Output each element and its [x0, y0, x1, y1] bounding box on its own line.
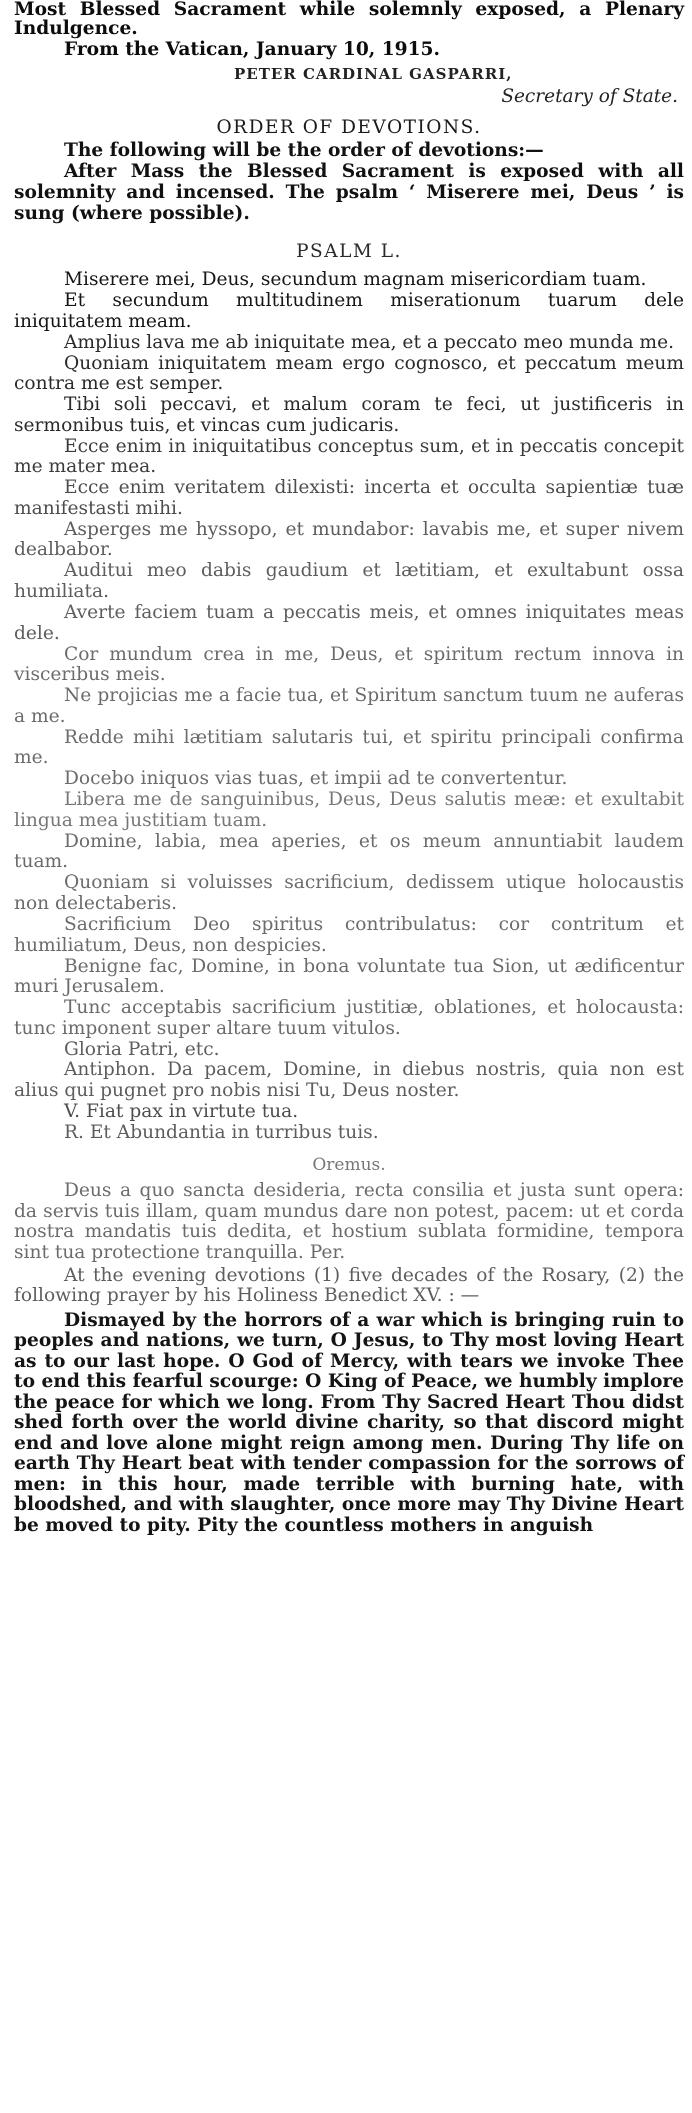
order-intro-1: The following will be the order of devotions:— — [64, 140, 544, 161]
opening-line: Most Blessed Sacrament while solemnly exposed, a Plenary Indulgence. — [14, 0, 684, 39]
psalm-verse: Amplius lava me ab iniquitate mea, et a peccato meo munda me. — [64, 331, 674, 353]
response: R. Et Abundantia in turribus tuis. — [64, 1121, 379, 1143]
signer-name: PETER CARDINAL GASPARRI, — [234, 65, 513, 83]
gloria-patri: Gloria Patri, etc. — [64, 1038, 220, 1060]
oremus-prayer: Deus a quo sancta desideria, recta consilia et justa sunt opera: da servis tuis illam, quam mundus dare non potest, pacem: ut et corda nostra mandatis tuis dedita, et hostium sublata formidine, tempora sint tua protectione tranquilla. Per. — [14, 1180, 684, 1263]
psalm-verse: Redde mihi lætitiam salutaris tui, et spiritu principali confirma me. — [14, 726, 684, 769]
psalm-verse: Tunc acceptabis sacrificium justitiæ, oblationes, et holocausta: tunc imponent super altare tuum vitulos. — [14, 997, 684, 1039]
psalm-verse: Ne projicias me a facie tua, et Spiritum sanctum tuum ne auferas a me. — [14, 685, 684, 727]
psalm-title: PSALM L. — [296, 241, 402, 262]
versicle: V. Fiat pax in virtute tua. — [64, 1100, 299, 1122]
benedict-prayer: Dismayed by the horrors of a war which is bringing ruin to peoples and nations, we turn, O Jesus, to Thy most loving Heart as to our last hope. O God of Mercy, with tears we invoke Thee to end this fearful scourge: O King of Peace, we humbly implore the peace for which we long. From Thy Sacred Heart Thou didst shed forth over the world divine charity, so that discord might end and love alone might reign among men. During Thy life on earth Thy Heart beat with tender compassion for the sorrows of men: in this hour, made terrible with burning hate, with bloodshed, and with slaughter, once more may Thy Divine Heart be moved to pity. Pity the countless mothers in anguish — [14, 1309, 684, 1536]
signer-title: Secretary of State. — [501, 86, 678, 107]
psalm-verse: Ecce enim veritatem dilexisti: incerta et occulta sapientiæ tuæ manifestasti mihi. — [14, 477, 684, 519]
psalm-verse: Quoniam iniquitatem meam ergo cognosco, et peccatum meum contra me est semper. — [14, 352, 684, 395]
psalm-verse: Auditui meo dabis gaudium et lætitiam, et exultabunt ossa humiliata. — [14, 560, 684, 603]
order-intro-2: After Mass the Blessed Sacrament is exposed with all solemnity and incensed. The psalm ‘ Miserere mei, Deus ’ is sung (where possible). — [14, 161, 684, 224]
psalm-verse: Sacrificium Deo spiritus contribulatus: cor contritum et humiliatum, Deus, non despicies. — [14, 914, 684, 956]
psalm-verse: Miserere mei, Deus, secundum magnam misericordiam tuam. — [64, 269, 647, 290]
psalm-verse: Libera me de sanguinibus, Deus, Deus salutis meæ: et exultabit lingua mea justitiam tuam. — [14, 789, 684, 831]
psalm-verse: Benigne fac, Domine, in bona voluntate tua Sion, ut ædificentur muri Jerusalem. — [14, 955, 684, 998]
dateline: From the Vatican, January 10, 1915. — [64, 39, 440, 60]
psalm-verse: Et secundum multitudinem miserationum tuarum dele iniquitatem meam. — [14, 289, 684, 332]
document-page — [14, 0, 684, 1536]
psalm-verse: Ecce enim in iniquitatibus conceptus sum, et in peccatis concepit me mater mea. — [14, 435, 684, 478]
oremus-title: Oremus. — [312, 1155, 386, 1176]
psalm-verse: Quoniam si voluisses sacrificium, dedissem utique holocaustis non delectaberis. — [14, 872, 684, 915]
order-heading: ORDER OF DEVOTIONS. — [216, 117, 482, 138]
psalm-verse: Asperges me hyssopo, et mundabor: lavabis me, et super nivem dealbabor. — [14, 518, 684, 561]
psalm-verse: Tibi soli peccavi, et malum coram te feci, ut justificeris in sermonibus tuis, et vincas cum judicaris. — [14, 394, 684, 436]
psalm-verse: Cor mundum crea in me, Deus, et spiritum rectum innova in visceribus meis. — [14, 643, 684, 686]
psalm-verse: Docebo iniquos vias tuas, et impii ad te convertentur. — [64, 768, 568, 790]
psalm-verse: Domine, labia, mea aperies, et os meum annuntiabit laudem tuam. — [14, 830, 684, 873]
antiphon: Antiphon. Da pacem, Domine, in diebus nostris, quia non est alius qui pugnet pro nobis nisi Tu, Deus noster. — [14, 1059, 684, 1101]
evening-devotions: At the evening devotions (1) five decades of the Rosary, (2) the following prayer by his Holiness Benedict XV. : — — [14, 1264, 684, 1307]
psalm-verse: Averte faciem tuam a peccatis meis, et omnes iniquitates meas dele. — [14, 602, 684, 644]
